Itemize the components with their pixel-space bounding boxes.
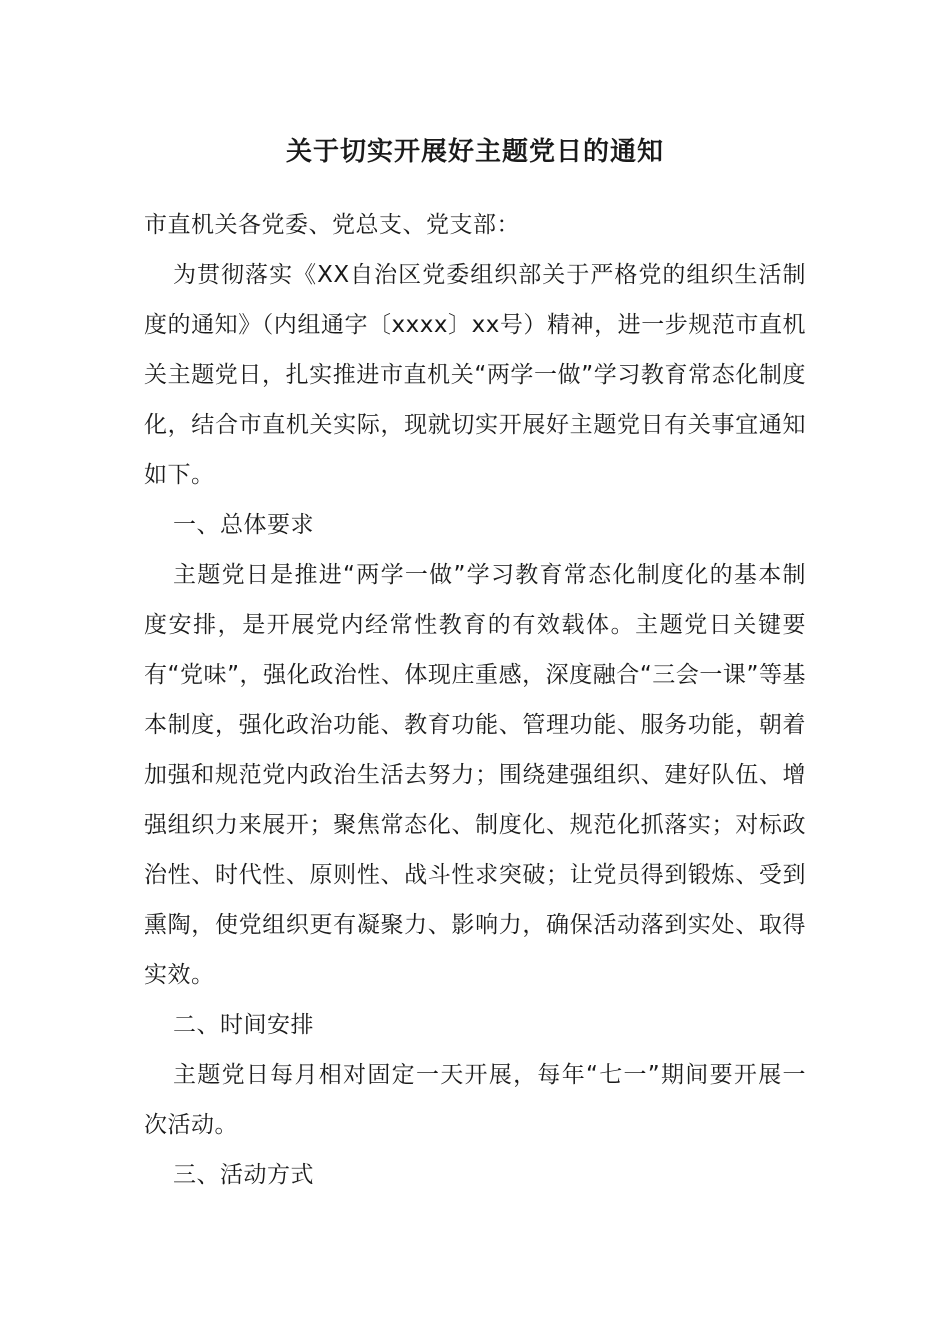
section-heading-schedule: 二、时间安排	[173, 1012, 314, 1038]
salutation: 市直机关各党委、党总支、党支部：	[144, 212, 520, 238]
intro-paragraph: 为贯彻落实《XX自治区党委组织部关于严格党的组织生活制度的通知》（内组通字〔xxxx〕xx号）精神，进一步规范市直机关主题党日，扎实推进市直机关“两学一做”学习教育常态化制度化，结合市直机关实际，现就切实开展好主题党日有关事宜通知如下。	[144, 262, 806, 488]
section-heading-general-requirements: 一、总体要求	[173, 512, 314, 538]
document-body	[144, 200, 806, 1200]
document-title: 关于切实开展好主题党日的通知	[285, 137, 664, 167]
general-requirements-paragraph: 主题党日是推进“两学一做”学习教育常态化制度化的基本制度安排，是开展党内经常性教育的有效载体。主题党日关键要有“党味”，强化政治性、体现庄重感，深度融合“三会一课”等基本制度，强化政治功能、教育功能、管理功能、服务功能，朝着加强和规范党内政治生活去努力；围绕建强组织、建好队伍、增强组织力来展开；聚焦常态化、制度化、规范化抓落实；对标政治性、时代性、原则性、战斗性求突破；让党员得到锻炼、受到熏陶，使党组织更有凝聚力、影响力，确保活动落到实处、取得实效。	[144, 562, 806, 988]
section-heading-activity-methods: 三、活动方式	[173, 1162, 314, 1188]
schedule-paragraph: 主题党日每月相对固定一天开展，每年“七一”期间要开展一次活动。	[144, 1062, 806, 1138]
